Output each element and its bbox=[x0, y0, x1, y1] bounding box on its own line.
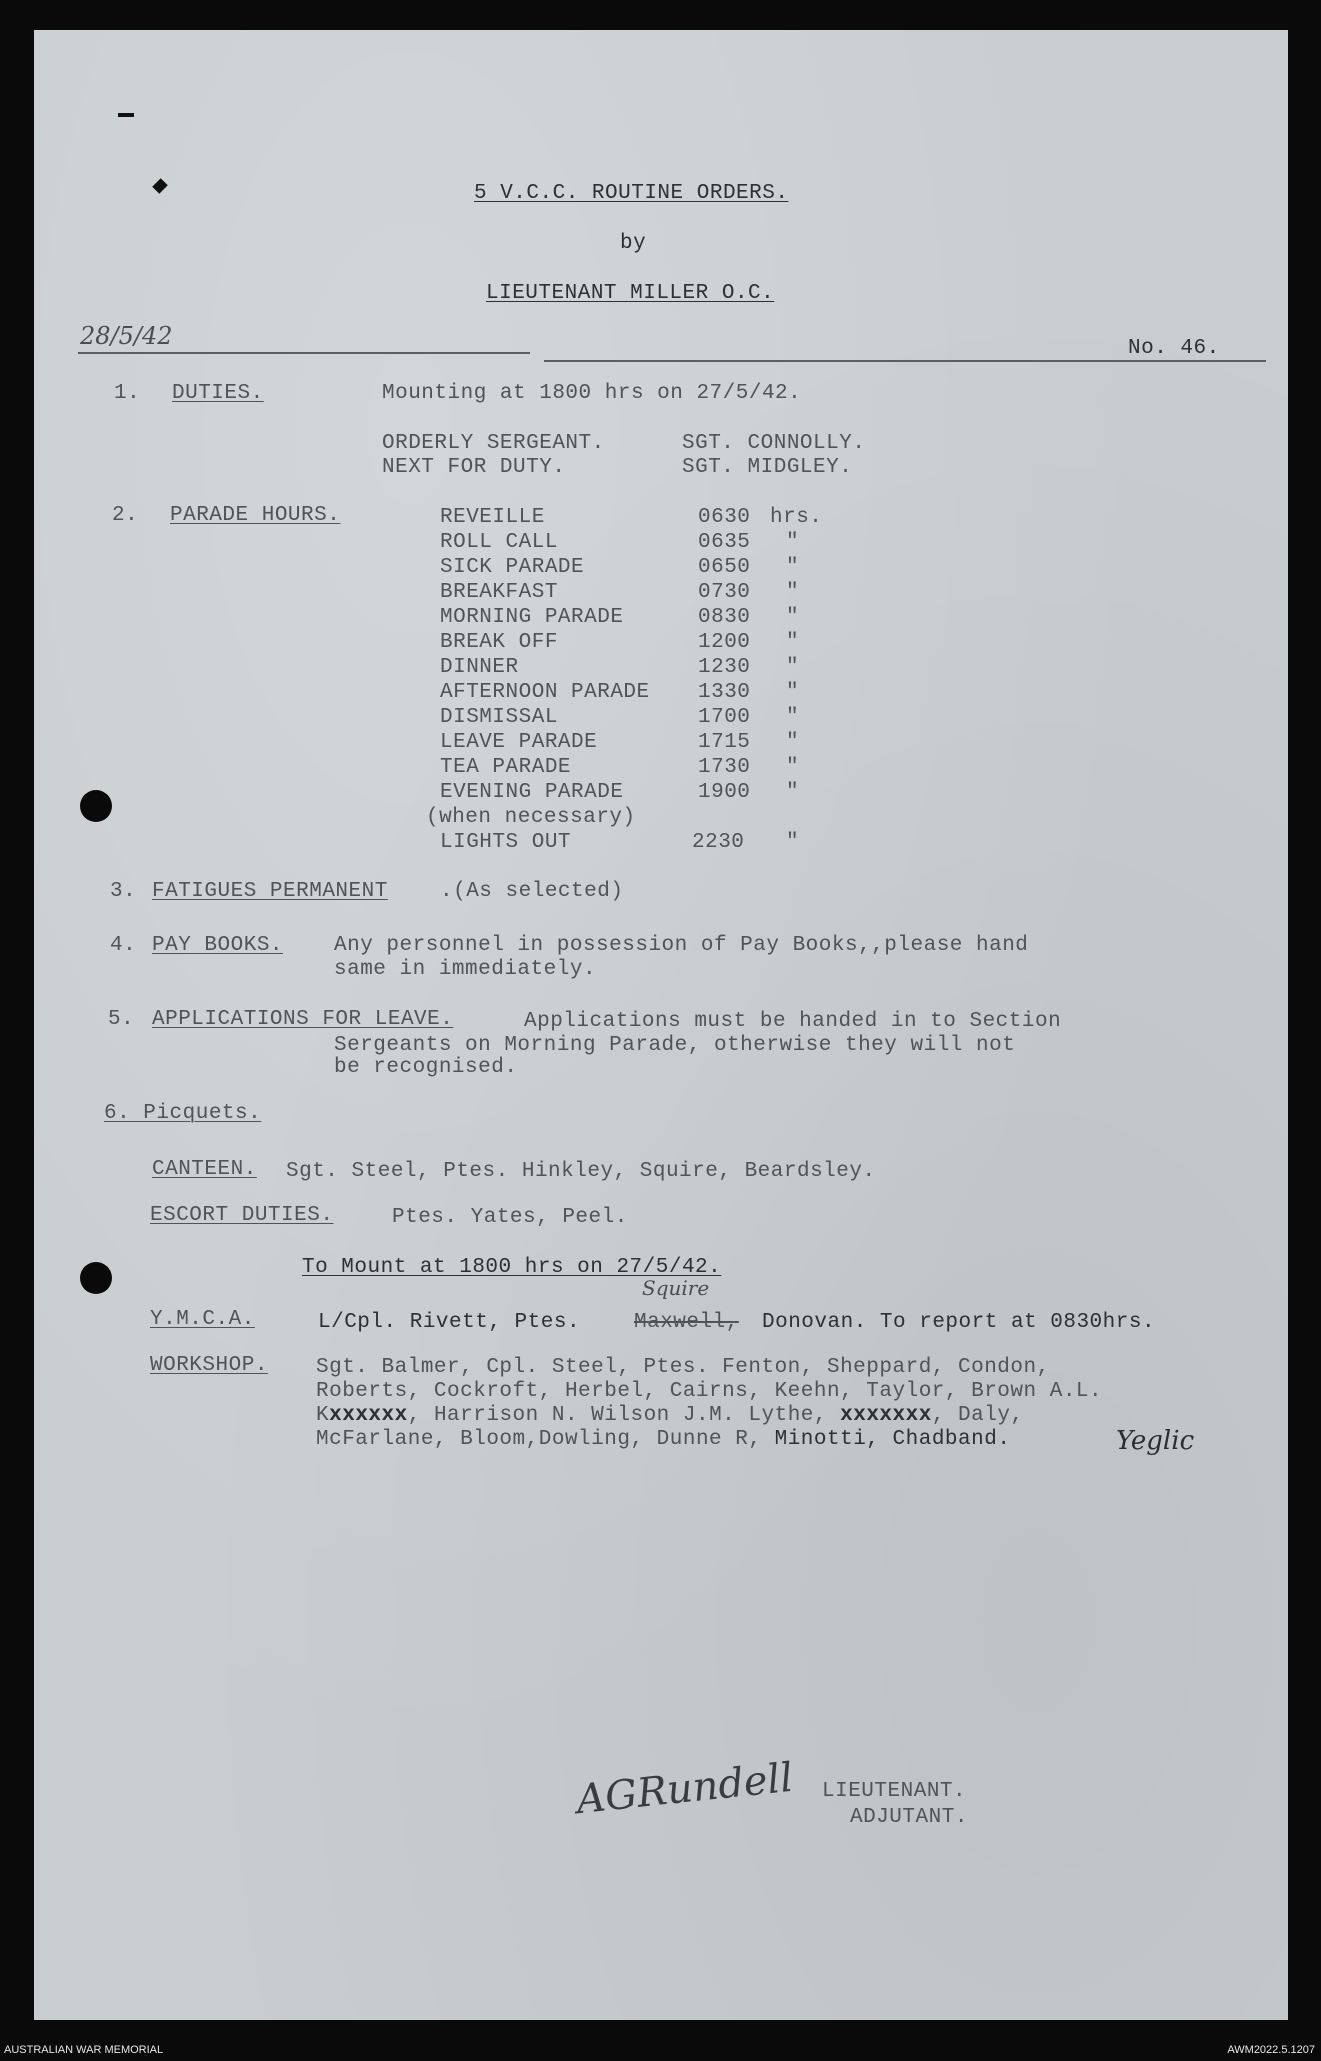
handwritten-addition: Yeglic bbox=[1116, 1426, 1195, 1456]
section-3-heading: FATIGUES PERMANENT bbox=[152, 880, 388, 903]
section-1-heading: DUTIES. bbox=[172, 382, 264, 405]
handwritten-signature: AGRundell bbox=[574, 1754, 796, 1824]
parade-item-time: 2230 bbox=[692, 831, 745, 854]
punch-hole-upper bbox=[80, 790, 112, 822]
parade-item-time: 1230 bbox=[698, 656, 751, 679]
escort-label: ESCORT DUTIES. bbox=[150, 1204, 334, 1227]
parade-item-unit: " bbox=[786, 606, 800, 629]
parade-item-unit: " bbox=[786, 831, 800, 854]
parade-item-name: TEA PARADE bbox=[440, 756, 572, 779]
workshop-text: McFarlane, Bloom,Dowling, Dunne R, bbox=[316, 1428, 762, 1451]
section-4-heading: PAY BOOKS. bbox=[152, 934, 284, 957]
signature-rank: LIEUTENANT. bbox=[822, 1780, 967, 1803]
parade-item-name: MORNING PARADE bbox=[440, 606, 624, 629]
parade-item-time: 0830 bbox=[698, 606, 751, 629]
section-3-text: .(As selected) bbox=[440, 880, 624, 903]
workshop-text: , Daly, bbox=[931, 1404, 1024, 1427]
section-2-number: 2. bbox=[112, 504, 139, 527]
handwritten-insert: Squire bbox=[642, 1276, 710, 1300]
section-5-heading: APPLICATIONS FOR LEAVE. bbox=[152, 1008, 454, 1031]
officer-name: LIEUTENANT MILLER O.C. bbox=[486, 282, 775, 305]
handwritten-date: 28/5/42 bbox=[80, 322, 173, 350]
parade-item-unit: " bbox=[786, 681, 800, 704]
escort-text: Ptes. Yates, Peel. bbox=[392, 1206, 628, 1229]
parade-item-unit: " bbox=[786, 756, 800, 779]
parade-item-time: 1200 bbox=[698, 631, 751, 654]
parade-item-time: 1700 bbox=[698, 706, 751, 729]
section-5-number: 5. bbox=[108, 1008, 135, 1031]
parade-item-name: ROLL CALL bbox=[440, 531, 558, 554]
section-4-line-2: same in immediately. bbox=[334, 958, 597, 981]
parade-item-name: SICK PARADE bbox=[440, 556, 585, 579]
signature-role: ADJUTANT. bbox=[850, 1806, 968, 1829]
workshop-text: , Harrison N. Wilson J.M. Lythe, bbox=[407, 1404, 827, 1427]
section-4-line-1: Any personnel in possession of Pay Books,,please hand bbox=[334, 934, 1029, 957]
parade-item-name: LEAVE PARADE bbox=[440, 731, 598, 754]
canteen-label: CANTEEN. bbox=[152, 1158, 257, 1181]
section-4-number: 4. bbox=[110, 934, 137, 957]
workshop-line-2: Roberts, Cockroft, Herbel, Cairns, Keehn, Taylor, Brown A.L. bbox=[316, 1380, 1103, 1403]
header-rule-right bbox=[544, 360, 1266, 362]
parade-item-name: BREAK OFF bbox=[440, 631, 558, 654]
section-5-line-1: Applications must be handed in to Section bbox=[524, 1010, 1062, 1033]
order-title: 5 V.C.C. ROUTINE ORDERS. bbox=[474, 182, 789, 205]
parade-item-unit: " bbox=[786, 781, 800, 804]
section-6-heading: 6. Picquets. bbox=[104, 1102, 262, 1125]
section-3-number: 3. bbox=[110, 880, 137, 903]
parade-item-name: DINNER bbox=[440, 656, 519, 679]
ink-mark bbox=[118, 113, 134, 117]
ymca-post: Donovan. To report at 0830hrs. bbox=[762, 1311, 1156, 1334]
parade-item-name: REVEILLE bbox=[440, 506, 545, 529]
workshop-line-4 bbox=[316, 1428, 1010, 1451]
parade-item-unit: " bbox=[786, 581, 800, 604]
redacted-name: xxxxxxx bbox=[840, 1404, 932, 1427]
parade-item-unit: " bbox=[786, 731, 800, 754]
workshop-text-dark: Minotti, Chadband. bbox=[774, 1428, 1011, 1451]
parade-item-time: 1900 bbox=[698, 781, 751, 804]
section-5-line-2: Sergeants on Morning Parade, otherwise they will not bbox=[334, 1034, 1016, 1057]
duty-value-2: SGT. MIDGLEY. bbox=[682, 456, 853, 479]
section-2-heading: PARADE HOURS. bbox=[170, 504, 341, 527]
workshop-label: WORKSHOP. bbox=[150, 1354, 268, 1377]
by-text: by bbox=[620, 232, 647, 255]
section-1-text: Mounting at 1800 hrs on 27/5/42. bbox=[382, 382, 802, 405]
section-1-number: 1. bbox=[114, 382, 141, 405]
parade-item-unit: " bbox=[786, 531, 800, 554]
parade-item-name: AFTERNOON PARADE bbox=[440, 681, 650, 704]
parade-item-name: DISMISSAL bbox=[440, 706, 558, 729]
order-number: No. 46. bbox=[1128, 337, 1220, 360]
parade-item-unit: " bbox=[786, 631, 800, 654]
punch-hole-lower bbox=[80, 1262, 112, 1294]
parade-item-name: LIGHTS OUT bbox=[440, 831, 572, 854]
header-rule-left bbox=[78, 352, 530, 354]
parade-item-time: 1330 bbox=[698, 681, 751, 704]
workshop-text: K bbox=[316, 1404, 330, 1427]
parade-item-unit: " bbox=[786, 656, 800, 679]
workshop-line-3 bbox=[316, 1404, 1024, 1427]
parade-item-unit: " bbox=[786, 706, 800, 729]
ymca-pre: L/Cpl. Rivett, Ptes. bbox=[318, 1311, 581, 1334]
parade-item-unit: " bbox=[786, 556, 800, 579]
redacted-name: xxxxxx bbox=[329, 1404, 408, 1427]
duty-value-1: SGT. CONNOLLY. bbox=[682, 432, 866, 455]
mount-text: To Mount at 1800 hrs on 27/5/42. bbox=[302, 1256, 722, 1279]
parade-item-time: 1730 bbox=[698, 756, 751, 779]
parade-item-time: 0650 bbox=[698, 556, 751, 579]
canteen-text: Sgt. Steel, Ptes. Hinkley, Squire, Beardsley. bbox=[286, 1160, 876, 1183]
parade-item-unit: hrs. bbox=[770, 506, 823, 529]
parade-item-name: BREAKFAST bbox=[440, 581, 558, 604]
parade-item-time: 0630 bbox=[698, 506, 751, 529]
parade-item-time: 0730 bbox=[698, 581, 751, 604]
parade-note: (when necessary) bbox=[426, 806, 636, 829]
duty-label-2: NEXT FOR DUTY. bbox=[382, 456, 566, 479]
parade-item-name: EVENING PARADE bbox=[440, 781, 624, 804]
workshop-line-1: Sgt. Balmer, Cpl. Steel, Ptes. Fenton, Sheppard, Condon, bbox=[316, 1356, 1050, 1379]
parade-item-time: 1715 bbox=[698, 731, 751, 754]
ymca-label: Y.M.C.A. bbox=[150, 1308, 255, 1331]
footer-left: AUSTRALIAN WAR MEMORIAL bbox=[4, 2044, 164, 2056]
parade-item-time: 0635 bbox=[698, 531, 751, 554]
duty-label-1: ORDERLY SERGEANT. bbox=[382, 432, 605, 455]
footer-right: AWM2022.5.1207 bbox=[1227, 2044, 1315, 2056]
ymca-struck-name: Maxwell, bbox=[634, 1311, 739, 1334]
section-5-line-3: be recognised. bbox=[334, 1056, 518, 1079]
